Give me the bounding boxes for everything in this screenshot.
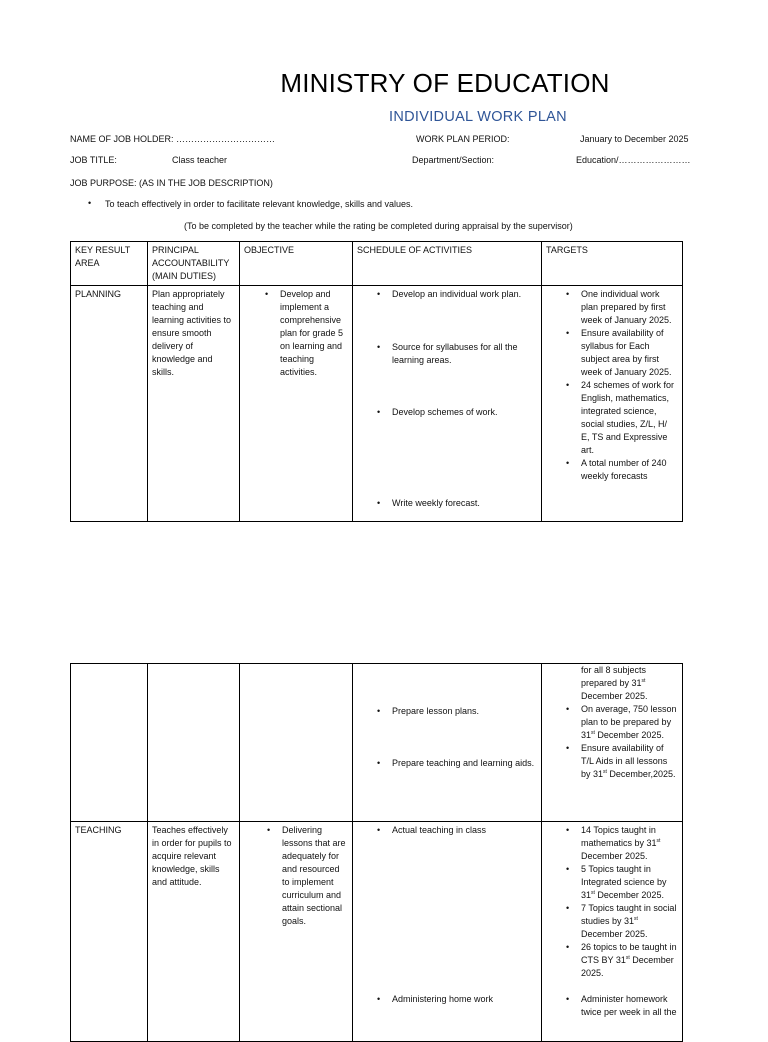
job-purpose-text: To teach effectively in order to facilitate relevant knowledge, skills and values. — [105, 199, 413, 209]
list-item: • Administer homework twice per week in all the — [581, 993, 678, 1019]
job-title-label: JOB TITLE: — [70, 155, 117, 165]
list-item: • Write weekly forecast. — [392, 497, 537, 510]
objective-teaching — [240, 822, 353, 1042]
principal-continued — [148, 664, 240, 822]
objective-planning — [240, 286, 353, 522]
page-title: MINISTRY OF EDUCATION — [280, 68, 610, 98]
work-plan-period-label: WORK PLAN PERIOD: — [416, 134, 510, 144]
activities-teaching — [353, 822, 542, 1042]
targets-continued — [542, 664, 683, 822]
list-item: • Actual teaching in class — [392, 824, 537, 837]
list-item: • One individual work plan prepared by first week of January 2025. — [581, 288, 678, 327]
header-targets: TARGETS — [542, 242, 683, 286]
header-key-result-area: KEY RESULT AREA — [71, 242, 148, 286]
job-purpose-label: JOB PURPOSE: (AS IN THE JOB DESCRIPTION) — [70, 178, 273, 188]
kra-planning: PLANNING — [71, 286, 148, 522]
targets-teaching — [542, 822, 683, 1042]
work-plan-table-1 — [70, 241, 683, 522]
header-objective: OBJECTIVE — [240, 242, 353, 286]
list-item: • 24 schemes of work for English, mathematics, integrated science, social studies, Z/L, H/ E, TS and Expressive art. — [581, 379, 678, 457]
work-plan-period-value: January to December 2025 — [580, 134, 689, 144]
list-item: • A total number of 240 weekly forecasts — [581, 457, 678, 483]
completion-note: (To be completed by the teacher while the rating be completed during appraisal by the supervisor) — [184, 221, 573, 231]
objective-continued — [240, 664, 353, 822]
list-item: • Prepare teaching and learning aids. — [392, 757, 537, 770]
list-item: • Ensure availability of syllabus for Each subject area by first week of January 2025. — [581, 327, 678, 379]
list-item: • 5 Topics taught in Integrated science by 31st December 2025. — [581, 863, 678, 902]
page-subtitle: INDIVIDUAL WORK PLAN — [389, 109, 567, 125]
list-item: • Develop and implement a comprehensive plan for grade 5 on learning and teaching activities. — [280, 288, 348, 379]
job-purpose-bullet-icon: • — [88, 198, 92, 208]
job-holder-name-label: NAME OF JOB HOLDER: …………………………… — [70, 134, 276, 144]
list-item: • On average, 750 lesson plan to be prepared by 31st December 2025. — [581, 703, 678, 742]
job-title-value: Class teacher — [172, 155, 228, 165]
list-item: • 14 Topics taught in mathematics by 31st December 2025. — [581, 824, 678, 863]
target-continuation: for all 8 subjects prepared by 31st December 2025. — [581, 665, 648, 701]
department-value: Education/…………………… — [576, 155, 691, 165]
list-item: • Develop schemes of work. — [392, 406, 537, 419]
activities-planning — [353, 286, 542, 522]
list-item: • Prepare lesson plans. — [392, 705, 537, 718]
list-item: • Develop an individual work plan. — [392, 288, 537, 301]
department-label: Department/Section: — [412, 155, 495, 165]
table-row — [71, 664, 683, 822]
targets-planning — [542, 286, 683, 522]
table-header-row — [71, 242, 683, 286]
list-item: • Delivering lessons that are adequately for and resourced to implement curriculum and attain sectional goals. — [282, 824, 348, 928]
list-item: • 26 topics to be taught in CTS BY 31st December 2025. — [581, 941, 678, 980]
work-plan-table-2 — [70, 663, 683, 1042]
header-schedule-of-activities: SCHEDULE OF ACTIVITIES — [353, 242, 542, 286]
list-item: • Administering home work — [392, 993, 537, 1006]
principal-planning: Plan appropriately teaching and learning activities to ensure smooth delivery of knowledge and skills. — [148, 286, 240, 522]
principal-teaching: Teaches effectively in order for pupils to acquire relevant knowledge, skills and attitude. — [148, 822, 240, 1042]
list-item: • Source for syllabuses for all the learning areas. — [392, 341, 537, 367]
activities-continued — [353, 664, 542, 822]
kra-teaching: TEACHING — [71, 822, 148, 1042]
kra-continued — [71, 664, 148, 822]
table-row — [71, 822, 683, 1042]
header-principal-accountability: PRINCIPAL ACCOUNTABILITY (MAIN DUTIES) — [148, 242, 240, 286]
list-item: • Ensure availability of T/L Aids in all lessons by 31st December,2025. — [581, 742, 678, 781]
list-item: • 7 Topics taught in social studies by 31st December 2025. — [581, 902, 678, 941]
table-row — [71, 286, 683, 522]
